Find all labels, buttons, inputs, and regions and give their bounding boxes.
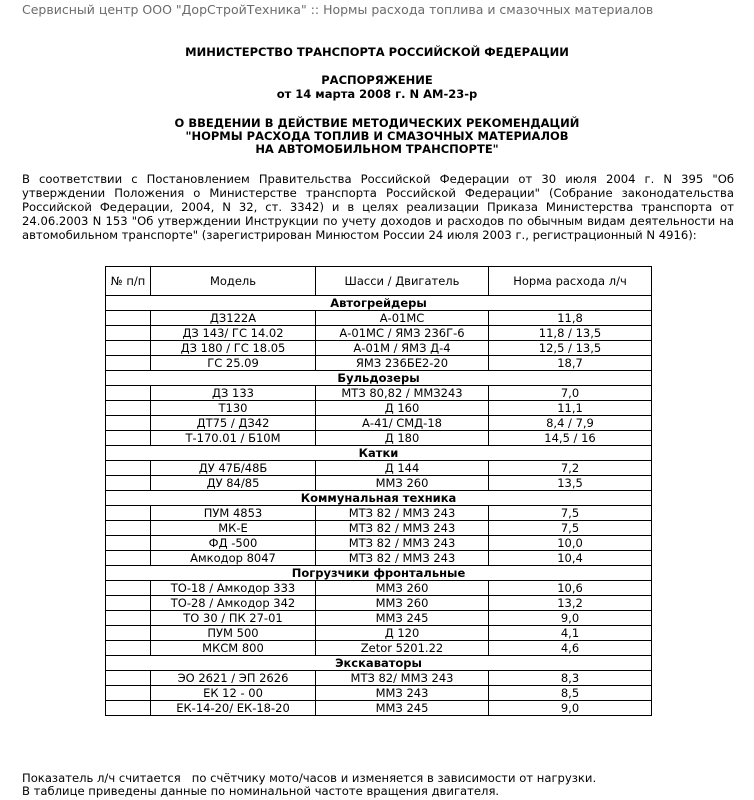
cell-model: ЕК 12 - 00 [151, 686, 316, 701]
cell-consumption-norm: 10,0 [489, 536, 652, 551]
cell-consumption-norm: 10,6 [489, 581, 652, 596]
cell-model: ПУМ 4853 [151, 506, 316, 521]
cell-model: ЕК-14-20/ ЕК-18-20 [151, 701, 316, 716]
footer-note-1: Показатель л/ч считается по счётчику мото/часов и изменяется в зависимости от нагрузки. [22, 771, 597, 785]
cell-model: Т130 [151, 401, 316, 416]
cell-chassis-engine: МТЗ 82 / ММЗ 243 [316, 506, 489, 521]
table-row [106, 431, 652, 446]
cell-number [106, 356, 151, 371]
table-row [106, 581, 652, 596]
footer-notes [22, 772, 596, 798]
table-row [106, 386, 652, 401]
section-row [106, 491, 652, 506]
cell-number [106, 401, 151, 416]
cell-chassis-engine: МТЗ 82 / ММЗ 243 [316, 521, 489, 536]
cell-model: МКСМ 800 [151, 641, 316, 656]
table-row [106, 311, 652, 326]
section-title: Коммунальная техника [106, 491, 652, 506]
cell-number [106, 461, 151, 476]
cell-number [106, 341, 151, 356]
cell-model: ТО-18 / Амкодор 333 [151, 581, 316, 596]
header-number: № п/п [106, 267, 151, 296]
cell-chassis-engine: А-01МС / ЯМЗ 236Г-6 [316, 326, 489, 341]
table-row [106, 641, 652, 656]
cell-model: ДЗ 180 / ГС 18.05 [151, 341, 316, 356]
cell-number [106, 476, 151, 491]
cell-number [106, 506, 151, 521]
cell-model: ДЗ122А [151, 311, 316, 326]
cell-consumption-norm: 12,5 / 13,5 [489, 341, 652, 356]
cell-number [106, 626, 151, 641]
table-row [106, 611, 652, 626]
cell-model: ФД -500 [151, 536, 316, 551]
cell-model: Т-170.01 / Б10М [151, 431, 316, 446]
section-row [106, 296, 652, 311]
fuel-norms-table [105, 266, 652, 716]
cell-consumption-norm: 13,2 [489, 596, 652, 611]
table-row [106, 701, 652, 716]
cell-consumption-norm: 7,5 [489, 521, 652, 536]
cell-consumption-norm: 13,5 [489, 476, 652, 491]
table-row [106, 551, 652, 566]
subject-line-3: НА АВТОМОБИЛЬНОМ ТРАНСПОРТЕ" [255, 142, 499, 156]
cell-number [106, 326, 151, 341]
cell-number [106, 416, 151, 431]
order-title: РАСПОРЯЖЕНИЕ [321, 73, 433, 87]
order-date: от 14 марта 2008 г. N АМ-23-р [276, 87, 478, 101]
table-row [106, 326, 652, 341]
table-row [106, 476, 652, 491]
cell-model: ДЗ 133 [151, 386, 316, 401]
cell-model: ДУ 47Б/48Б [151, 461, 316, 476]
cell-consumption-norm: 10,4 [489, 551, 652, 566]
cell-chassis-engine: А-01М / ЯМЗ Д-4 [316, 341, 489, 356]
cell-number [106, 596, 151, 611]
cell-model: ТО-28 / Амкодор 342 [151, 596, 316, 611]
table-row [106, 356, 652, 371]
table-row [106, 671, 652, 686]
section-title: Бульдозеры [106, 371, 652, 386]
cell-number [106, 386, 151, 401]
subject-line-2: "НОРМЫ РАСХОДА ТОПЛИВ И СМАЗОЧНЫХ МАТЕРИАЛОВ [185, 129, 569, 143]
table-row [106, 521, 652, 536]
cell-consumption-norm: 11,8 [489, 311, 652, 326]
cell-consumption-norm: 8,3 [489, 671, 652, 686]
cell-chassis-engine: Д 160 [316, 401, 489, 416]
cell-chassis-engine: ММЗ 260 [316, 596, 489, 611]
cell-model: Амкодор 8047 [151, 551, 316, 566]
cell-number [106, 536, 151, 551]
cell-consumption-norm: 11,8 / 13,5 [489, 326, 652, 341]
cell-chassis-engine: А-01МС [316, 311, 489, 326]
cell-consumption-norm: 4,1 [489, 626, 652, 641]
table-row [106, 416, 652, 431]
table-row [106, 341, 652, 356]
cell-consumption-norm: 4,6 [489, 641, 652, 656]
table-header-row [106, 267, 652, 296]
header-chassis-engine: Шасси / Двигатель [316, 267, 489, 296]
cell-consumption-norm: 8,4 / 7,9 [489, 416, 652, 431]
cell-number [106, 431, 151, 446]
cell-chassis-engine: Д 120 [316, 626, 489, 641]
section-title: Катки [106, 446, 652, 461]
table-row [106, 686, 652, 701]
cell-number [106, 701, 151, 716]
cell-chassis-engine: МТЗ 82 / ММЗ 243 [316, 536, 489, 551]
cell-number [106, 581, 151, 596]
cell-model: ДУ 84/85 [151, 476, 316, 491]
cell-model: ПУМ 500 [151, 626, 316, 641]
cell-chassis-engine: Д 180 [316, 431, 489, 446]
cell-number [106, 551, 151, 566]
cell-chassis-engine: Д 144 [316, 461, 489, 476]
cell-consumption-norm: 11,1 [489, 401, 652, 416]
table-row [106, 461, 652, 476]
cell-number [106, 671, 151, 686]
cell-chassis-engine: ММЗ 245 [316, 611, 489, 626]
cell-chassis-engine: ЯМЗ 236БЕ2-20 [316, 356, 489, 371]
table-row [106, 401, 652, 416]
cell-model: ЭО 2621 / ЭП 2626 [151, 671, 316, 686]
cell-chassis-engine: ММЗ 245 [316, 701, 489, 716]
page-header-title: Сервисный центр ООО "ДорСтройТехника" :: Нормы расхода топлива и смазочных материалов [22, 2, 654, 17]
section-row [106, 371, 652, 386]
footer-note-2: В таблице приведены данные по номинальной частоте вращения двигателя. [22, 784, 500, 798]
cell-consumption-norm: 7,5 [489, 506, 652, 521]
cell-chassis-engine: ММЗ 260 [316, 581, 489, 596]
table-row [106, 536, 652, 551]
cell-number [106, 521, 151, 536]
cell-consumption-norm: 14,5 / 16 [489, 431, 652, 446]
cell-consumption-norm: 9,0 [489, 701, 652, 716]
cell-consumption-norm: 18,7 [489, 356, 652, 371]
section-row [106, 446, 652, 461]
cell-chassis-engine: ММЗ 260 [316, 476, 489, 491]
section-row [106, 656, 652, 671]
cell-consumption-norm: 9,0 [489, 611, 652, 626]
table-row [106, 596, 652, 611]
cell-chassis-engine: А-41/ СМД-18 [316, 416, 489, 431]
cell-chassis-engine: МТЗ 82 / ММЗ 243 [316, 551, 489, 566]
header-consumption-norm: Норма расхода л/ч [489, 267, 652, 296]
section-title: Погрузчики фронтальные [106, 566, 652, 581]
cell-chassis-engine: ММЗ 243 [316, 686, 489, 701]
cell-model: ДЗ 143/ ГС 14.02 [151, 326, 316, 341]
cell-number [106, 311, 151, 326]
table-body [106, 296, 652, 716]
cell-model: ГС 25.09 [151, 356, 316, 371]
cell-consumption-norm: 7,0 [489, 386, 652, 401]
cell-chassis-engine: МТЗ 80,82 / ММЗ243 [316, 386, 489, 401]
cell-model: ДТ75 / ДЗ42 [151, 416, 316, 431]
cell-number [106, 641, 151, 656]
cell-number [106, 611, 151, 626]
table-row [106, 626, 652, 641]
cell-chassis-engine: Zetor 5201.22 [316, 641, 489, 656]
cell-number [106, 686, 151, 701]
cell-model: МК-Е [151, 521, 316, 536]
cell-model: ТО 30 / ПК 27-01 [151, 611, 316, 626]
cell-consumption-norm: 8,5 [489, 686, 652, 701]
cell-chassis-engine: МТЗ 82/ ММЗ 243 [316, 671, 489, 686]
cell-consumption-norm: 7,2 [489, 461, 652, 476]
table-row [106, 506, 652, 521]
section-title: Экскаваторы [106, 656, 652, 671]
header-model: Модель [151, 267, 316, 296]
section-row [106, 566, 652, 581]
section-title: Автогрейдеры [106, 296, 652, 311]
intro-paragraph: В соответствии с Постановлением Правительства Российской Федерации от 30 июля 2004 г. N 395 "Об утверждении Положения о Министерстве транспорта Российской Федерации" (Собрание законодательства Российской Федерации, 2004, N 32, ст. 3342) и в целях реализации Приказа Министерства транспорта от 24.06.2003 N 153 "Об утверждении Инструкции по учету доходов и расходов по обычным видам деятельности на автомобильном транспорте" (зарегистрирован Минюстом России 24 июля 2003 г., регистрационный N 4916): [22, 172, 734, 242]
subject-line-1: О ВВЕДЕНИИ В ДЕЙСТВИЕ МЕТОДИЧЕСКИХ РЕКОМЕНДАЦИЙ [174, 116, 580, 130]
ministry-heading: МИНИСТЕРСТВО ТРАНСПОРТА РОССИЙСКОЙ ФЕДЕРАЦИИ [185, 45, 569, 59]
